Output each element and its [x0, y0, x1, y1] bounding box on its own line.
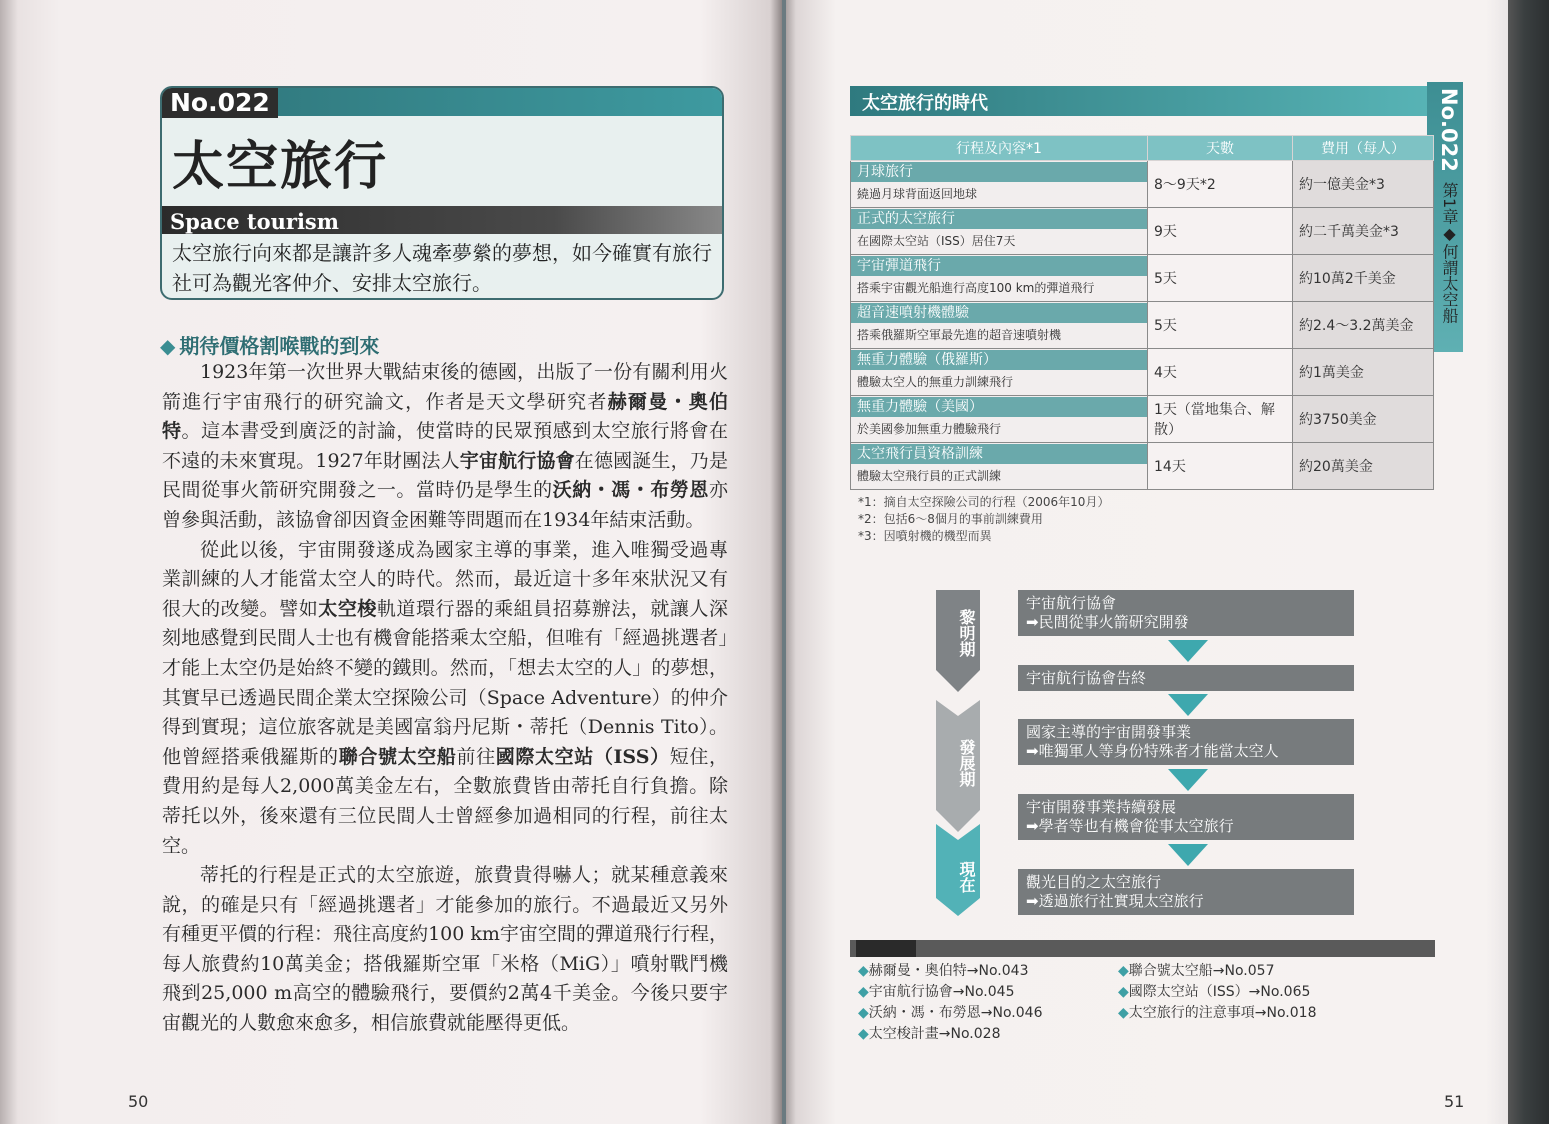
page-title: 太空旅行: [172, 137, 389, 197]
flow-title: 宇宙航行協會告終: [1026, 669, 1147, 687]
text-run: 亦曾參與活動，該協會卻因資金困難等問題而在1934年結束活動。: [162, 479, 728, 531]
tour-days: 9天: [1148, 208, 1293, 255]
side-tab-number: No.022: [1437, 88, 1461, 172]
diamond-icon: ◆: [160, 334, 176, 358]
related-text: 國際太空站（ISS）→No.065: [1128, 984, 1311, 1000]
related-list-left: [858, 961, 1042, 1045]
diamond-icon: ◆: [1118, 963, 1129, 979]
english-title: Space tourism: [170, 209, 339, 234]
related-item: [858, 1003, 1042, 1024]
keyword: 國際太空站（ISS）: [495, 745, 670, 768]
tour-desc: 繞過月球背面返回地球: [857, 187, 978, 201]
section-header-bar: [850, 86, 1435, 116]
tour-name: 超音速噴射機體驗: [851, 303, 1147, 323]
side-chapter-label: 第1章◆何謂太空船: [1440, 182, 1459, 324]
diamond-icon: ◆: [858, 1026, 869, 1042]
tour-desc: 體驗太空人的無重力訓練飛行: [857, 375, 1014, 389]
tour-cost: 約10萬2千美金: [1293, 255, 1434, 302]
flow-box: [1018, 665, 1354, 691]
tour-name: 太空飛行員資格訓練: [851, 444, 1147, 464]
flow-title: 國家主導的宇宙開發事業: [1026, 723, 1192, 741]
diamond-icon: ◆: [858, 984, 869, 1000]
tour-name: 無重力體驗（美國）: [851, 397, 1147, 417]
era-label-development: 發展期: [957, 739, 976, 787]
section-heading: [160, 330, 379, 359]
text-run: 短住，費用約是每人2,000萬美金左右，全數旅費皆由蒂托自行負擔。除蒂托以外，後來還有三位民間人士曾經參加過相同的行程，前往太空。: [162, 745, 728, 857]
diamond-icon: ◆: [1118, 1005, 1129, 1021]
down-arrow-icon: [1168, 694, 1208, 716]
keyword: 赫爾曼・奧伯特: [162, 390, 728, 443]
flow-box: [1018, 794, 1354, 840]
related-item: [858, 982, 1042, 1003]
tour-days: 5天: [1148, 255, 1293, 302]
table-cell: [851, 208, 1148, 255]
related-text: 宇宙航行協會→No.045: [868, 984, 1015, 1000]
right-page: [786, 0, 1508, 1124]
page-number-left: 50: [128, 1092, 149, 1111]
era-label-dawn: 黎明期: [957, 609, 976, 657]
flow-title: 宇宙開發事業持續發展: [1026, 798, 1177, 816]
tour-cost: 約20萬美金: [1293, 443, 1434, 490]
tour-days: 5天: [1148, 302, 1293, 349]
table-row: [851, 161, 1434, 208]
diamond-icon: ◆: [1118, 984, 1129, 1000]
table-row: [851, 349, 1434, 396]
tour-days: 14天: [1148, 443, 1293, 490]
table-note: *1：摘自太空探險公司的行程（2006年10月）: [858, 495, 1110, 509]
flow-detail: ➡唯獨軍人等身份特殊者才能當太空人: [1026, 742, 1279, 760]
paragraph-3: 蒂托的行程是正式的太空旅遊，旅費貴得嚇人；就某種意義來說，的確是只有「經過挑選者」才能參加的旅行。不過最近又另外有種更平價的行程：飛往高度約100 km宇宙空間的彈道飛行行程，每人旅費約10萬美金；搭俄羅斯空軍「米格（MiG）」噴射戰鬥機飛到25,000 m高空的體驗飛行，要價約2萬4千美金。今後只要宇宙觀光的人數愈來愈多，相信旅費就能壓得更低。: [162, 864, 728, 1035]
tour-name: 無重力體驗（俄羅斯）: [851, 350, 1147, 370]
related-item: [858, 961, 1042, 982]
related-bar: [850, 940, 1435, 957]
related-list-right: [1118, 961, 1316, 1024]
flow-box: [1018, 590, 1354, 636]
tour-desc: 搭乘宇宙觀光船進行高度100 km的彈道飛行: [857, 281, 1095, 295]
related-text: 太空旅行的注意事項→No.018: [1128, 1005, 1317, 1021]
text-run: 前往: [456, 745, 496, 768]
tour-table: [850, 135, 1434, 490]
table-row: [851, 443, 1434, 490]
table-cell: [851, 349, 1148, 396]
text-run: 在德國誕生，乃是民間從事火箭研究開發之一。當時仍是學生的: [162, 449, 728, 502]
table-row: [851, 396, 1434, 443]
flow-title: 觀光目的之太空旅行: [1026, 873, 1162, 891]
keyword: 宇宙航行協會: [459, 449, 575, 472]
text-run: 軌道環行器的乘組員招募辦法，就讓人深刻地感覺到民間人士也有機會能搭乘太空船，但唯有「經過挑選者」才能上太空仍是始終不變的鐵則。然而，「想去太空的人」的夢想，其實早已透過民間企業太空探險公司（Space Adventure）的仲介得到實現；這位旅客就是美國富翁丹尼斯・蒂托（Dennis Tito）。他曾經搭乘俄羅斯的: [162, 597, 728, 768]
paragraph-1: [162, 358, 728, 536]
era-label-present: 現在: [957, 861, 976, 893]
table-note: *3：因噴射機的機型而異: [858, 529, 992, 543]
diamond-icon: ◆: [858, 963, 869, 979]
tour-cost: 約1萬美金: [1293, 349, 1434, 396]
related-text: 赫爾曼・奧伯特→No.043: [868, 963, 1029, 979]
table-header: 費用（每人）: [1293, 136, 1434, 161]
tour-days: 8～9天*2: [1148, 161, 1293, 208]
related-item: [1118, 961, 1316, 982]
keyword: 太空梭: [318, 597, 377, 620]
tour-desc: 搭乘俄羅斯空軍最先進的超音速噴射機: [857, 328, 1062, 342]
table-header-row: [851, 136, 1434, 161]
page-number-right: 51: [1444, 1092, 1465, 1111]
related-header: [856, 940, 916, 957]
tour-days: 4天: [1148, 349, 1293, 396]
title-block: [160, 86, 724, 300]
related-text: 聯合號太空船→No.057: [1128, 963, 1275, 979]
entry-number-label: No.022: [162, 88, 278, 118]
flow-detail: ➡學者等也有機會從事太空旅行: [1026, 817, 1234, 835]
section-header: 太空旅行的時代: [862, 93, 988, 114]
down-arrow-icon: [1168, 769, 1208, 791]
table-header: 行程及內容*1: [851, 136, 1148, 161]
flow-title: 宇宙航行協會: [1026, 594, 1117, 612]
tour-cost: 約一億美金*3: [1293, 161, 1434, 208]
related-item: [1118, 982, 1316, 1003]
flow-detail: ➡透過旅行社實現太空旅行: [1026, 892, 1204, 910]
flow-detail: ➡民間從事火箭研究開發: [1026, 613, 1189, 631]
diamond-icon: ◆: [858, 1005, 869, 1021]
table-row: [851, 302, 1434, 349]
body-text: [162, 358, 728, 1039]
text-run: 1923年第一次世界大戰結束後的德國，出版了一份有關利用火箭進行宇宙飛行的研究論文，作者是天文學研究者: [162, 361, 728, 413]
related-text: 太空梭計畫→No.028: [868, 1026, 1001, 1042]
tour-cost: 約二千萬美金*3: [1293, 208, 1434, 255]
tour-name: 宇宙彈道飛行: [851, 256, 1147, 276]
text-run: 從此以後，宇宙開發遂成為國家主導的事業，進入唯獨受過專業訓練的人才能當太空人的時代。然而，最近這十多年來狀況又有很大的改變。譬如: [162, 538, 728, 620]
book-edge: [1508, 0, 1549, 1124]
tour-desc: 在國際太空站（ISS）居住7天: [857, 234, 1016, 248]
table-row: [851, 255, 1434, 302]
flow-box: [1018, 719, 1354, 765]
tour-name: 月球旅行: [851, 162, 1147, 182]
related-item: [1118, 1003, 1316, 1024]
flow-box: [1018, 869, 1354, 915]
table-cell: [851, 161, 1148, 208]
table-notes: [858, 494, 1109, 545]
table-cell: [851, 443, 1148, 490]
table-cell: [851, 255, 1148, 302]
table-cell: [851, 302, 1148, 349]
tour-cost: 約2.4～3.2萬美金: [1293, 302, 1434, 349]
related-item: [858, 1024, 1042, 1045]
tour-name: 正式的太空旅行: [851, 209, 1147, 229]
tour-desc: 體驗太空飛行員的正式訓練: [857, 469, 1002, 483]
table-row: [851, 208, 1434, 255]
text-run: 。這本書受到廣泛的討論，使當時的民眾預感到太空旅行將會在不遠的未來實現。1927年財團法人: [162, 420, 728, 472]
lead-paragraph: 太空旅行向來都是讓許多人魂牽夢縈的夢想，如今確實有旅行社可為觀光客仲介、安排太空旅行。: [172, 241, 712, 295]
table-cell: [851, 396, 1148, 443]
down-arrow-icon: [1168, 640, 1208, 662]
keyword: 聯合號太空船: [338, 745, 457, 768]
tour-cost: 約3750美金: [1293, 396, 1434, 443]
down-arrow-icon: [1168, 844, 1208, 866]
table-header: 天數: [1148, 136, 1293, 161]
tour-desc: 於美國參加無重力體驗飛行: [857, 422, 1002, 436]
paragraph-2: [162, 536, 728, 862]
keyword: 沃納・馮・布勞恩: [552, 479, 709, 502]
section-heading-text: 期待價格割喉戰的到來: [179, 334, 380, 358]
related-text: 沃納・馮・布勞恩→No.046: [868, 1005, 1043, 1021]
tour-days: 1天（當地集合、解散）: [1148, 396, 1293, 443]
table-note: *2：包括6～8個月的事前訓練費用: [858, 512, 1043, 526]
